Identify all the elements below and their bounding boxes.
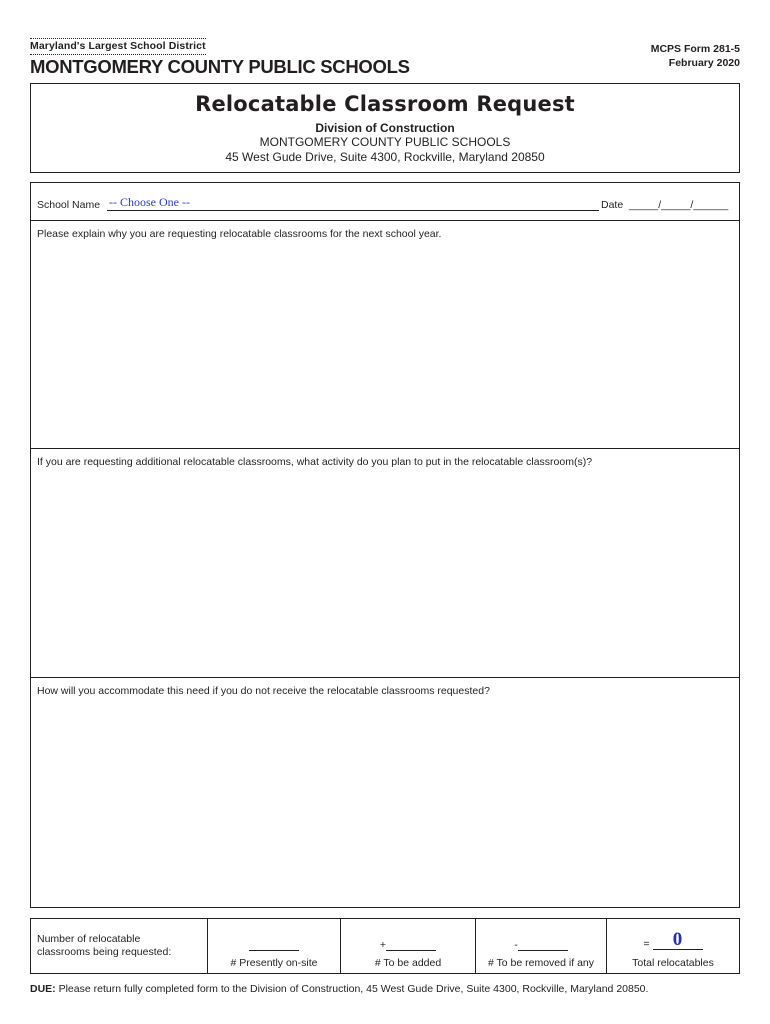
form-identifier <box>651 42 740 70</box>
due-note <box>30 983 648 995</box>
added-cell <box>341 919 476 973</box>
form-number: MCPS Form 281-5 <box>650 43 740 55</box>
total-cell <box>607 919 739 973</box>
added-field[interactable] <box>341 939 475 951</box>
count-label-cell <box>31 919 208 973</box>
total-caption: Total relocatables <box>632 957 714 969</box>
due-label: DUE: <box>30 983 56 995</box>
equals-sign: = <box>643 938 650 950</box>
count-label-line1: Number of relocatable <box>37 933 141 945</box>
removed-cell <box>476 919 607 973</box>
activity-question: If you are requesting additional relocatable classrooms, what activity do you plan to put in the relocatable classroom(s)? <box>37 456 593 468</box>
org-line: MONTGOMERY COUNTY PUBLIC SCHOOLS <box>259 135 511 149</box>
totals-table <box>30 918 740 974</box>
onsite-field[interactable] <box>208 939 340 951</box>
school-name-label: School Name <box>37 199 101 211</box>
school-name-select[interactable]: -- Choose One -- <box>107 196 599 211</box>
form-date: February 2020 <box>668 57 740 69</box>
division-name: Division of Construction <box>315 121 455 135</box>
due-text: Please return fully completed form to the Division of Construction, 45 West Gude Drive, Suite 4300, Rockville, Maryland 20850. <box>55 983 649 995</box>
date-field[interactable]: _____/_____/______ <box>629 199 729 211</box>
plus-sign: + <box>379 939 387 951</box>
count-label <box>37 933 171 959</box>
request-form <box>30 182 740 908</box>
document-title: Relocatable Classroom Request <box>195 92 575 116</box>
title-block <box>30 83 740 173</box>
total-field[interactable] <box>607 931 739 950</box>
accommodation-section[interactable] <box>31 677 739 907</box>
address-line: 45 West Gude Drive, Suite 4300, Rockville, Maryland 20850 <box>225 150 545 164</box>
org-title: MONTGOMERY COUNTY PUBLIC SCHOOLS <box>30 56 410 77</box>
date-label: Date <box>601 199 624 211</box>
removed-caption: # To be removed if any <box>487 957 595 969</box>
onsite-cell <box>208 919 341 973</box>
total-value: 0 <box>672 929 683 950</box>
count-label-line2: classrooms being requested: <box>37 946 172 958</box>
reason-question: Please explain why you are requesting relocatable classrooms for the next school year. <box>37 228 442 240</box>
reason-section[interactable] <box>31 220 739 449</box>
removed-field[interactable] <box>476 939 606 951</box>
district-tagline: Maryland's Largest School District <box>30 38 206 55</box>
minus-sign: - <box>514 939 518 951</box>
accommodation-question: How will you accommodate this need if you do not receive the relocatable classrooms requested? <box>37 685 490 697</box>
added-caption: # To be added <box>374 957 442 969</box>
school-date-row <box>37 195 733 215</box>
onsite-caption: # Presently on-site <box>230 957 318 969</box>
activity-section[interactable] <box>31 448 739 678</box>
